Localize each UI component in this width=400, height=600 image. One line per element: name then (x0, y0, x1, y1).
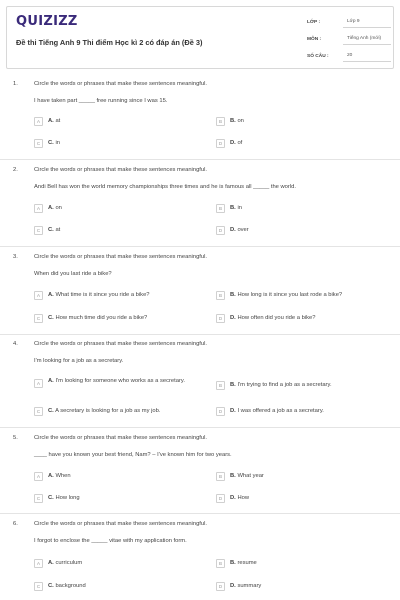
option-d[interactable] (216, 314, 315, 323)
option-text: at (55, 118, 61, 124)
option-label: C. (48, 140, 54, 146)
meta-label: MÔN : (307, 36, 322, 42)
option-letter-box: C (34, 139, 43, 148)
option-letter-box: D (216, 314, 225, 323)
option-d[interactable] (216, 139, 242, 148)
question-sentence: When did you last ride a bike? (34, 271, 112, 277)
meta-row-question-count (307, 50, 391, 62)
option-label: B. (230, 560, 236, 566)
option-a[interactable] (34, 291, 150, 300)
option-letter-box: A (34, 204, 43, 213)
option-letter-box: A (34, 472, 43, 481)
question-number: 2. (13, 167, 18, 173)
option-label: D. (230, 140, 236, 146)
option-text: on (237, 118, 244, 124)
option-a[interactable] (34, 117, 60, 126)
option-label: A. (48, 292, 54, 298)
question-instruction: Circle the words or phrases that make these sentences meaningful. (34, 435, 208, 441)
option-label: A. (48, 378, 54, 384)
question-sentence: I forgot to enclose the _____ vitae with my application form. (34, 538, 187, 544)
option-b[interactable] (216, 381, 332, 390)
option-letter-box: D (216, 582, 225, 591)
question-number: 3. (13, 254, 18, 260)
option-label: C. (48, 583, 54, 589)
option-label: A. (48, 560, 54, 566)
option-letter-box: B (216, 472, 225, 481)
option-d[interactable] (216, 226, 249, 235)
question-sentence: ____ have you known your best friend, Nam? – I've known him for two years. (34, 452, 232, 458)
option-label: B. (230, 205, 236, 211)
worksheet-header (6, 6, 394, 69)
option-d[interactable] (216, 407, 324, 416)
option-text: curriculum (55, 560, 83, 566)
option-letter-box: D (216, 494, 225, 503)
option-text: What time is it since you ride a bike? (55, 292, 150, 298)
option-text: How long (55, 495, 80, 501)
option-label: C. (48, 495, 54, 501)
option-label: D. (230, 408, 236, 414)
option-label: D. (230, 583, 236, 589)
option-c[interactable] (34, 582, 86, 591)
option-c[interactable] (34, 407, 160, 416)
meta-row-subject (307, 33, 391, 45)
question-divider (0, 159, 400, 160)
question-instruction: Circle the words or phrases that make these sentences meaningful. (34, 341, 208, 347)
option-text: in (237, 205, 242, 211)
option-letter-box: C (34, 314, 43, 323)
option-c[interactable] (34, 226, 60, 235)
option-text: How (237, 495, 250, 501)
option-text: A secretary is looking for a job as my job. (55, 408, 161, 414)
option-letter-box: A (34, 559, 43, 568)
question-divider (0, 427, 400, 428)
question-number: 6. (13, 521, 18, 527)
question-divider (0, 246, 400, 247)
option-letter-box: B (216, 291, 225, 300)
option-letter-box: C (34, 407, 43, 416)
question-sentence: I have taken part _____ free running since I was 15. (34, 98, 168, 104)
option-text: What year (237, 473, 264, 479)
meta-value: Lớp 9 (343, 16, 391, 28)
option-b[interactable] (216, 472, 264, 481)
option-label: B. (230, 382, 236, 388)
option-text: background (55, 583, 86, 589)
option-c[interactable] (34, 494, 80, 503)
option-text: over (237, 227, 249, 233)
option-text: at (55, 227, 61, 233)
option-label: D. (230, 227, 236, 233)
logo-text: QUIZIZZ (16, 14, 78, 29)
option-label: B. (230, 292, 236, 298)
document-title: Đề thi Tiếng Anh 9 Thi điểm Học kì 2 có đáp án (Đề 3) (16, 38, 203, 47)
option-letter-box: D (216, 226, 225, 235)
option-label: B. (230, 118, 236, 124)
question-number: 1. (13, 81, 18, 87)
question-instruction: Circle the words or phrases that make these sentences meaningful. (34, 254, 208, 260)
question-instruction: Circle the words or phrases that make these sentences meaningful. (34, 81, 208, 87)
meta-label: LỚP : (307, 19, 321, 25)
option-text: When (55, 473, 71, 479)
option-label: D. (230, 315, 236, 321)
question-instruction: Circle the words or phrases that make these sentences meaningful. (34, 521, 208, 527)
option-a[interactable] (34, 472, 71, 481)
option-label: C. (48, 227, 54, 233)
question-instruction: Circle the words or phrases that make these sentences meaningful. (34, 167, 208, 173)
option-letter-box: B (216, 559, 225, 568)
option-text: on (55, 205, 62, 211)
option-label: D. (230, 495, 236, 501)
option-letter-box: D (216, 139, 225, 148)
question-sentence: I'm looking for a job as a secretary. (34, 358, 124, 364)
option-a[interactable] (34, 204, 62, 213)
option-text: I was offered a job as a secretary. (237, 408, 324, 414)
option-text: I'm trying to find a job as a secretary. (237, 382, 332, 388)
meta-value: 20 (343, 50, 391, 62)
option-text: in (55, 140, 60, 146)
question-number: 4. (13, 341, 18, 347)
option-b[interactable] (216, 291, 342, 300)
option-letter-box: C (34, 226, 43, 235)
option-label: A. (48, 473, 54, 479)
option-letter-box: B (216, 204, 225, 213)
option-letter-box: B (216, 381, 225, 390)
option-label: C. (48, 408, 54, 414)
question-divider (0, 334, 400, 335)
option-text: resume (237, 560, 257, 566)
option-text: I'm looking for someone who works as a secretary. (55, 378, 185, 384)
option-letter-box: C (34, 494, 43, 503)
option-d[interactable] (216, 494, 249, 503)
option-letter-box: A (34, 291, 43, 300)
option-label: C. (48, 315, 54, 321)
option-text: summary (237, 583, 262, 589)
option-label: A. (48, 205, 54, 211)
option-letter-box: C (34, 582, 43, 591)
question-number: 5. (13, 435, 18, 441)
option-label: B. (230, 473, 236, 479)
option-letter-box: A (34, 117, 43, 126)
meta-block (307, 16, 391, 67)
option-c[interactable] (34, 314, 147, 323)
option-a[interactable] (34, 559, 82, 568)
question-divider (0, 513, 400, 514)
quizizz-logo (16, 14, 78, 29)
option-text: of (237, 140, 243, 146)
question-sentence: Andi Bell has won the world memory championships three times and he is famous all _____ the world. (34, 184, 296, 190)
option-b[interactable] (216, 204, 242, 213)
option-text: How often did you ride a bike? (237, 315, 316, 321)
option-letter-box: B (216, 117, 225, 126)
meta-value: Tiếng Anh (mới) (343, 33, 391, 45)
option-d[interactable] (216, 582, 261, 591)
meta-label: SỐ CÂU : (307, 53, 329, 59)
option-c[interactable] (34, 139, 60, 148)
option-text: How long is it since you last rode a bike? (237, 292, 343, 298)
option-label: A. (48, 118, 54, 124)
meta-row-class (307, 16, 391, 28)
option-letter-box: D (216, 407, 225, 416)
option-a[interactable] (34, 377, 194, 388)
option-b[interactable] (216, 117, 244, 126)
option-letter-box: A (34, 379, 43, 388)
option-text: How much time did you ride a bike? (55, 315, 148, 321)
option-b[interactable] (216, 559, 257, 568)
